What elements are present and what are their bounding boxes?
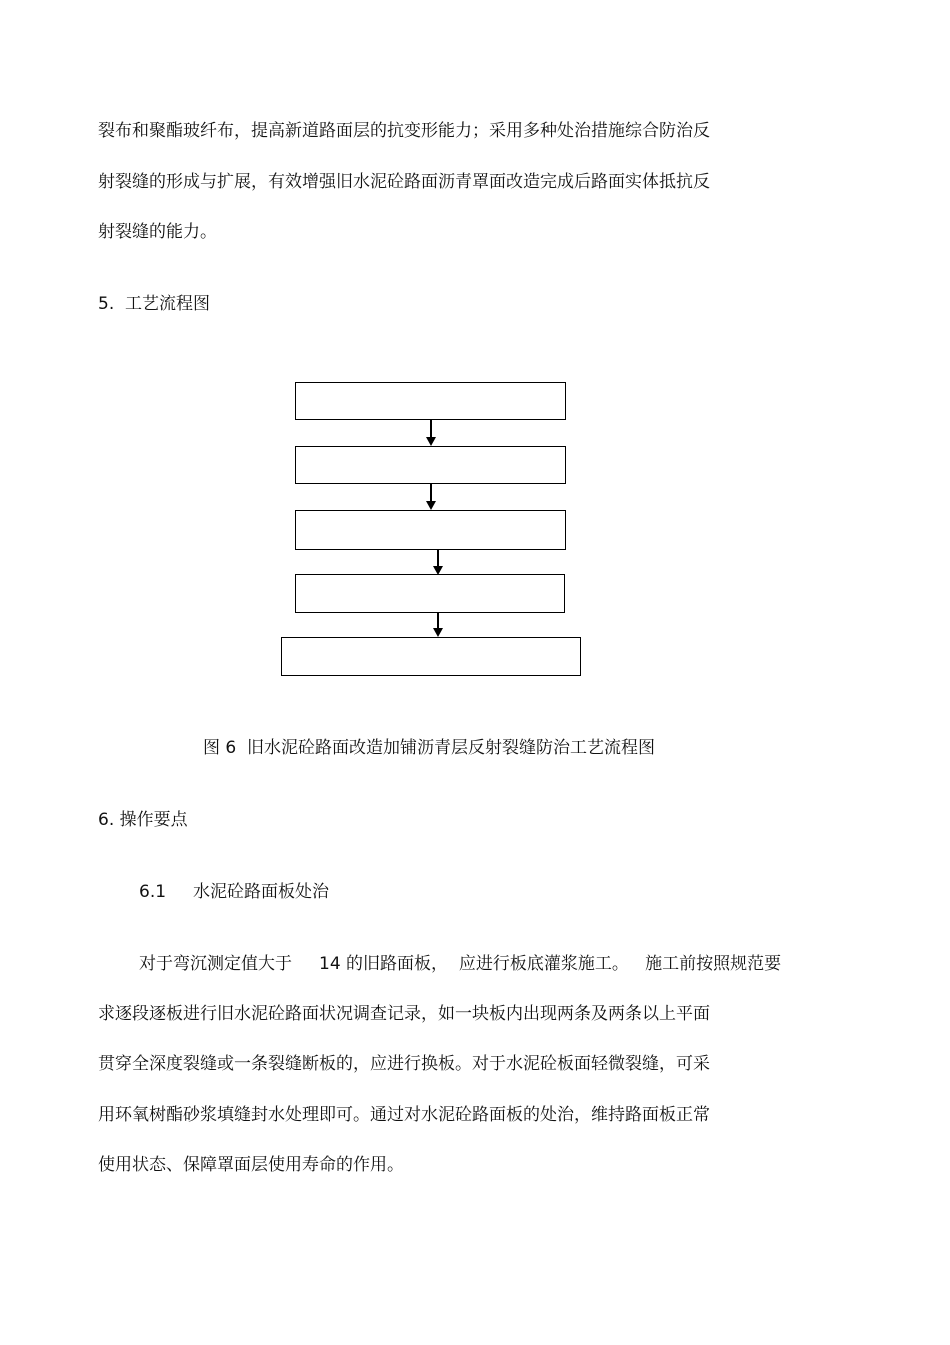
- intro-line-3: 射裂缝的能力。: [98, 222, 217, 242]
- figure-caption: 图 6 旧水泥砼路面改造加铺沥青层反射裂缝防治工艺流程图: [203, 738, 656, 758]
- intro-line-1: 裂布和聚酯玻纤布，提高新道路面层的抗变形能力；采用多种处治措施综合防治反: [98, 121, 710, 141]
- section-6-1-line-1: 对于弯沉测定值大于 14 的旧路面板， 应进行板底灌浆施工。 施工前按照规范要: [139, 954, 782, 974]
- section-6-1-line-3: 贯穿全深度裂缝或一条裂缝断板的，应进行换板。对于水泥砼板面轻微裂缝，可采: [98, 1054, 710, 1074]
- flow-box-1: [295, 382, 566, 420]
- flow-box-5: [281, 637, 581, 676]
- section-6-1-line-4: 用环氧树酯砂浆填缝封水处理即可。通过对水泥砼路面板的处治，维持路面板正常: [98, 1105, 710, 1125]
- flow-box-2: [295, 446, 566, 484]
- section-6-1-line-5: 使用状态、保障罩面层使用寿命的作用。: [98, 1155, 404, 1175]
- section-6-1-subheading: 6.1 水泥砼路面板处治: [139, 882, 330, 902]
- section-6-heading: 6. 操作要点: [98, 810, 188, 830]
- flow-box-4: [295, 574, 565, 613]
- intro-line-2: 射裂缝的形成与扩展，有效增强旧水泥砼路面沥青罩面改造完成后路面实体抵抗反: [98, 172, 710, 192]
- flow-box-3: [295, 510, 566, 550]
- section-5-heading: 5. 工艺流程图: [98, 294, 211, 314]
- section-6-1-line-2: 求逐段逐板进行旧水泥砼路面状况调查记录，如一块板内出现两条及两条以上平面: [98, 1004, 710, 1024]
